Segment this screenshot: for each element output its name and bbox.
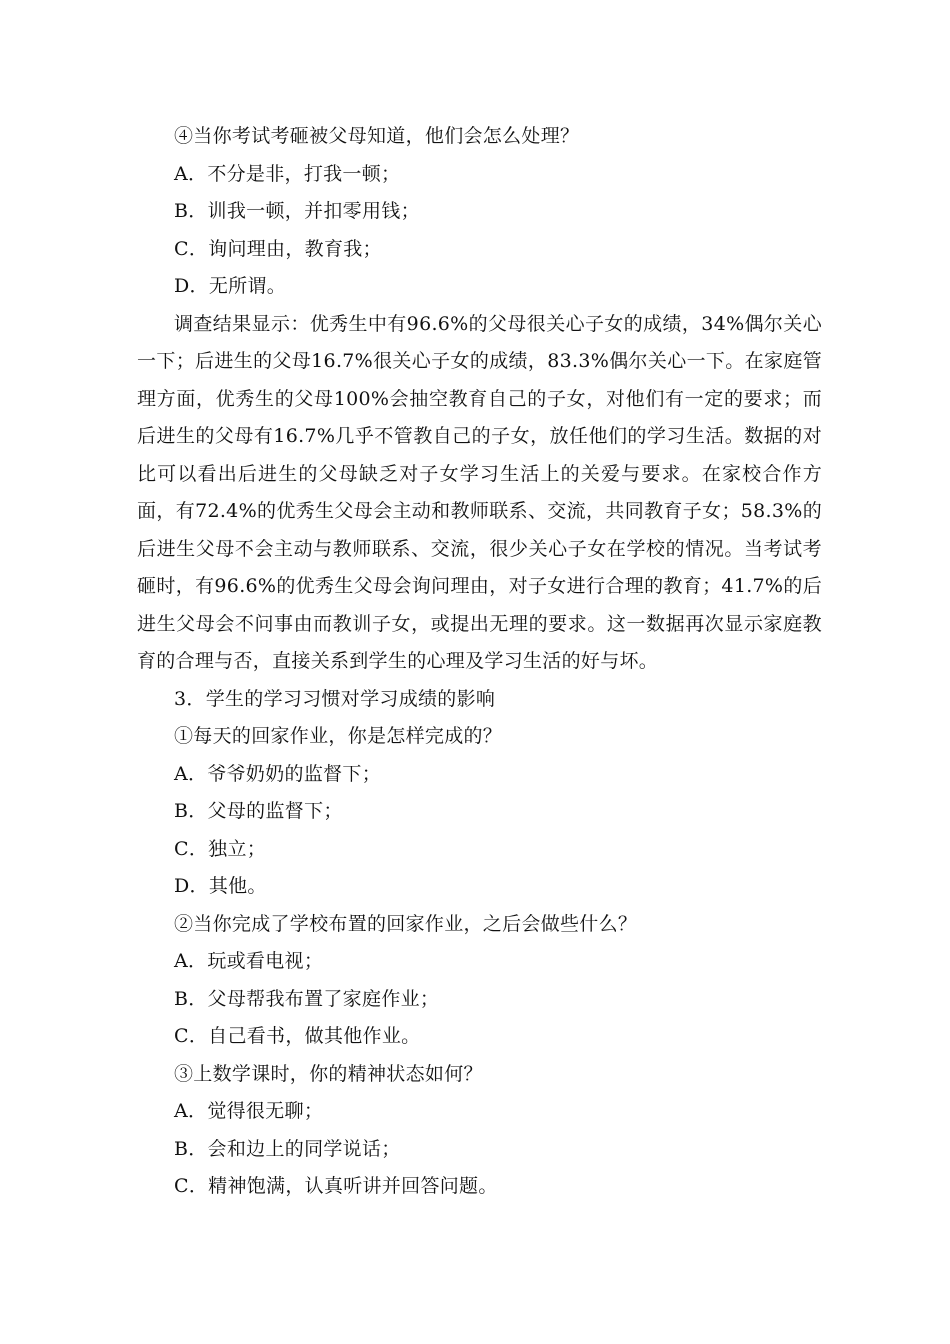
option-s3-q3-b: B．会和边上的同学说话； xyxy=(174,1137,401,1160)
option-s3-q2-b: B．父母帮我布置了家庭作业； xyxy=(174,987,440,1010)
option-s3-q3-a: A．觉得很无聊； xyxy=(174,1100,324,1122)
option-s3-q2-c: C．自己看书，做其他作业。 xyxy=(174,1025,421,1047)
question-s3-q1: ①每天的回家作业，你是怎样完成的？ xyxy=(174,725,503,747)
page-content xyxy=(137,118,822,1206)
option-s3-q1-b: B．父母的监督下； xyxy=(174,800,343,822)
question-s3-q2: ②当你完成了学校布置的回家作业，之后会做些什么？ xyxy=(174,912,638,935)
option-q4-d: D．无所谓。 xyxy=(174,275,287,297)
survey-result-paragraph: 调查结果显示：优秀生中有96.6%的父母很关心子女的成绩，34%偶尔关心一下；后进生的父母16.7%很关心子女的成绩，83.3%偶尔关心一下。在家庭管理方面，优秀生的父母100%会抽空教育自己的子女，对他们有一定的要求；而后进生的父母有16.7%几乎不管教自己的子女，放任他们的学习生活。数据的对比可以看出后进生的父母缺乏对子女学习生活上的关爱与要求。在家校合作方面，有72.4%的优秀生父母会主动和教师联系、交流，共同教育子女；58.3%的后进生父母不会主动与教师联系、交流，很少关心子女在学校的情况。当考试考砸时，有96.6%的优秀生父母会询问理由，对子女进行合理的教育；41.7%的后进生父母会不问事由而教训子女，或提出无理的要求。这一数据再次显示家庭教育的合理与否，直接关系到学生的心理及学习生活的好与坏。 xyxy=(137,312,822,672)
option-s3-q1-a: A．爷爷奶奶的监督下； xyxy=(174,762,382,785)
question-s3-q3: ③上数学课时，你的精神状态如何？ xyxy=(174,1062,483,1085)
option-s3-q1-c: C．独立； xyxy=(174,837,267,860)
option-q4-c: C．询问理由，教育我； xyxy=(174,237,382,260)
option-q4-b: B．训我一顿，并扣零用钱； xyxy=(174,200,420,222)
option-s3-q1-d: D．其他。 xyxy=(174,875,267,897)
option-q4-a: A．不分是非，打我一顿； xyxy=(174,162,401,185)
option-s3-q3-c: C．精神饱满，认真听讲并回答问题。 xyxy=(174,1175,498,1197)
section-heading: 3．学生的学习习惯对学习成绩的影响 xyxy=(174,687,496,710)
option-s3-q2-a: A．玩或看电视； xyxy=(174,950,324,972)
question-q4: ④当你考试考砸被父母知道，他们会怎么处理？ xyxy=(174,125,580,147)
